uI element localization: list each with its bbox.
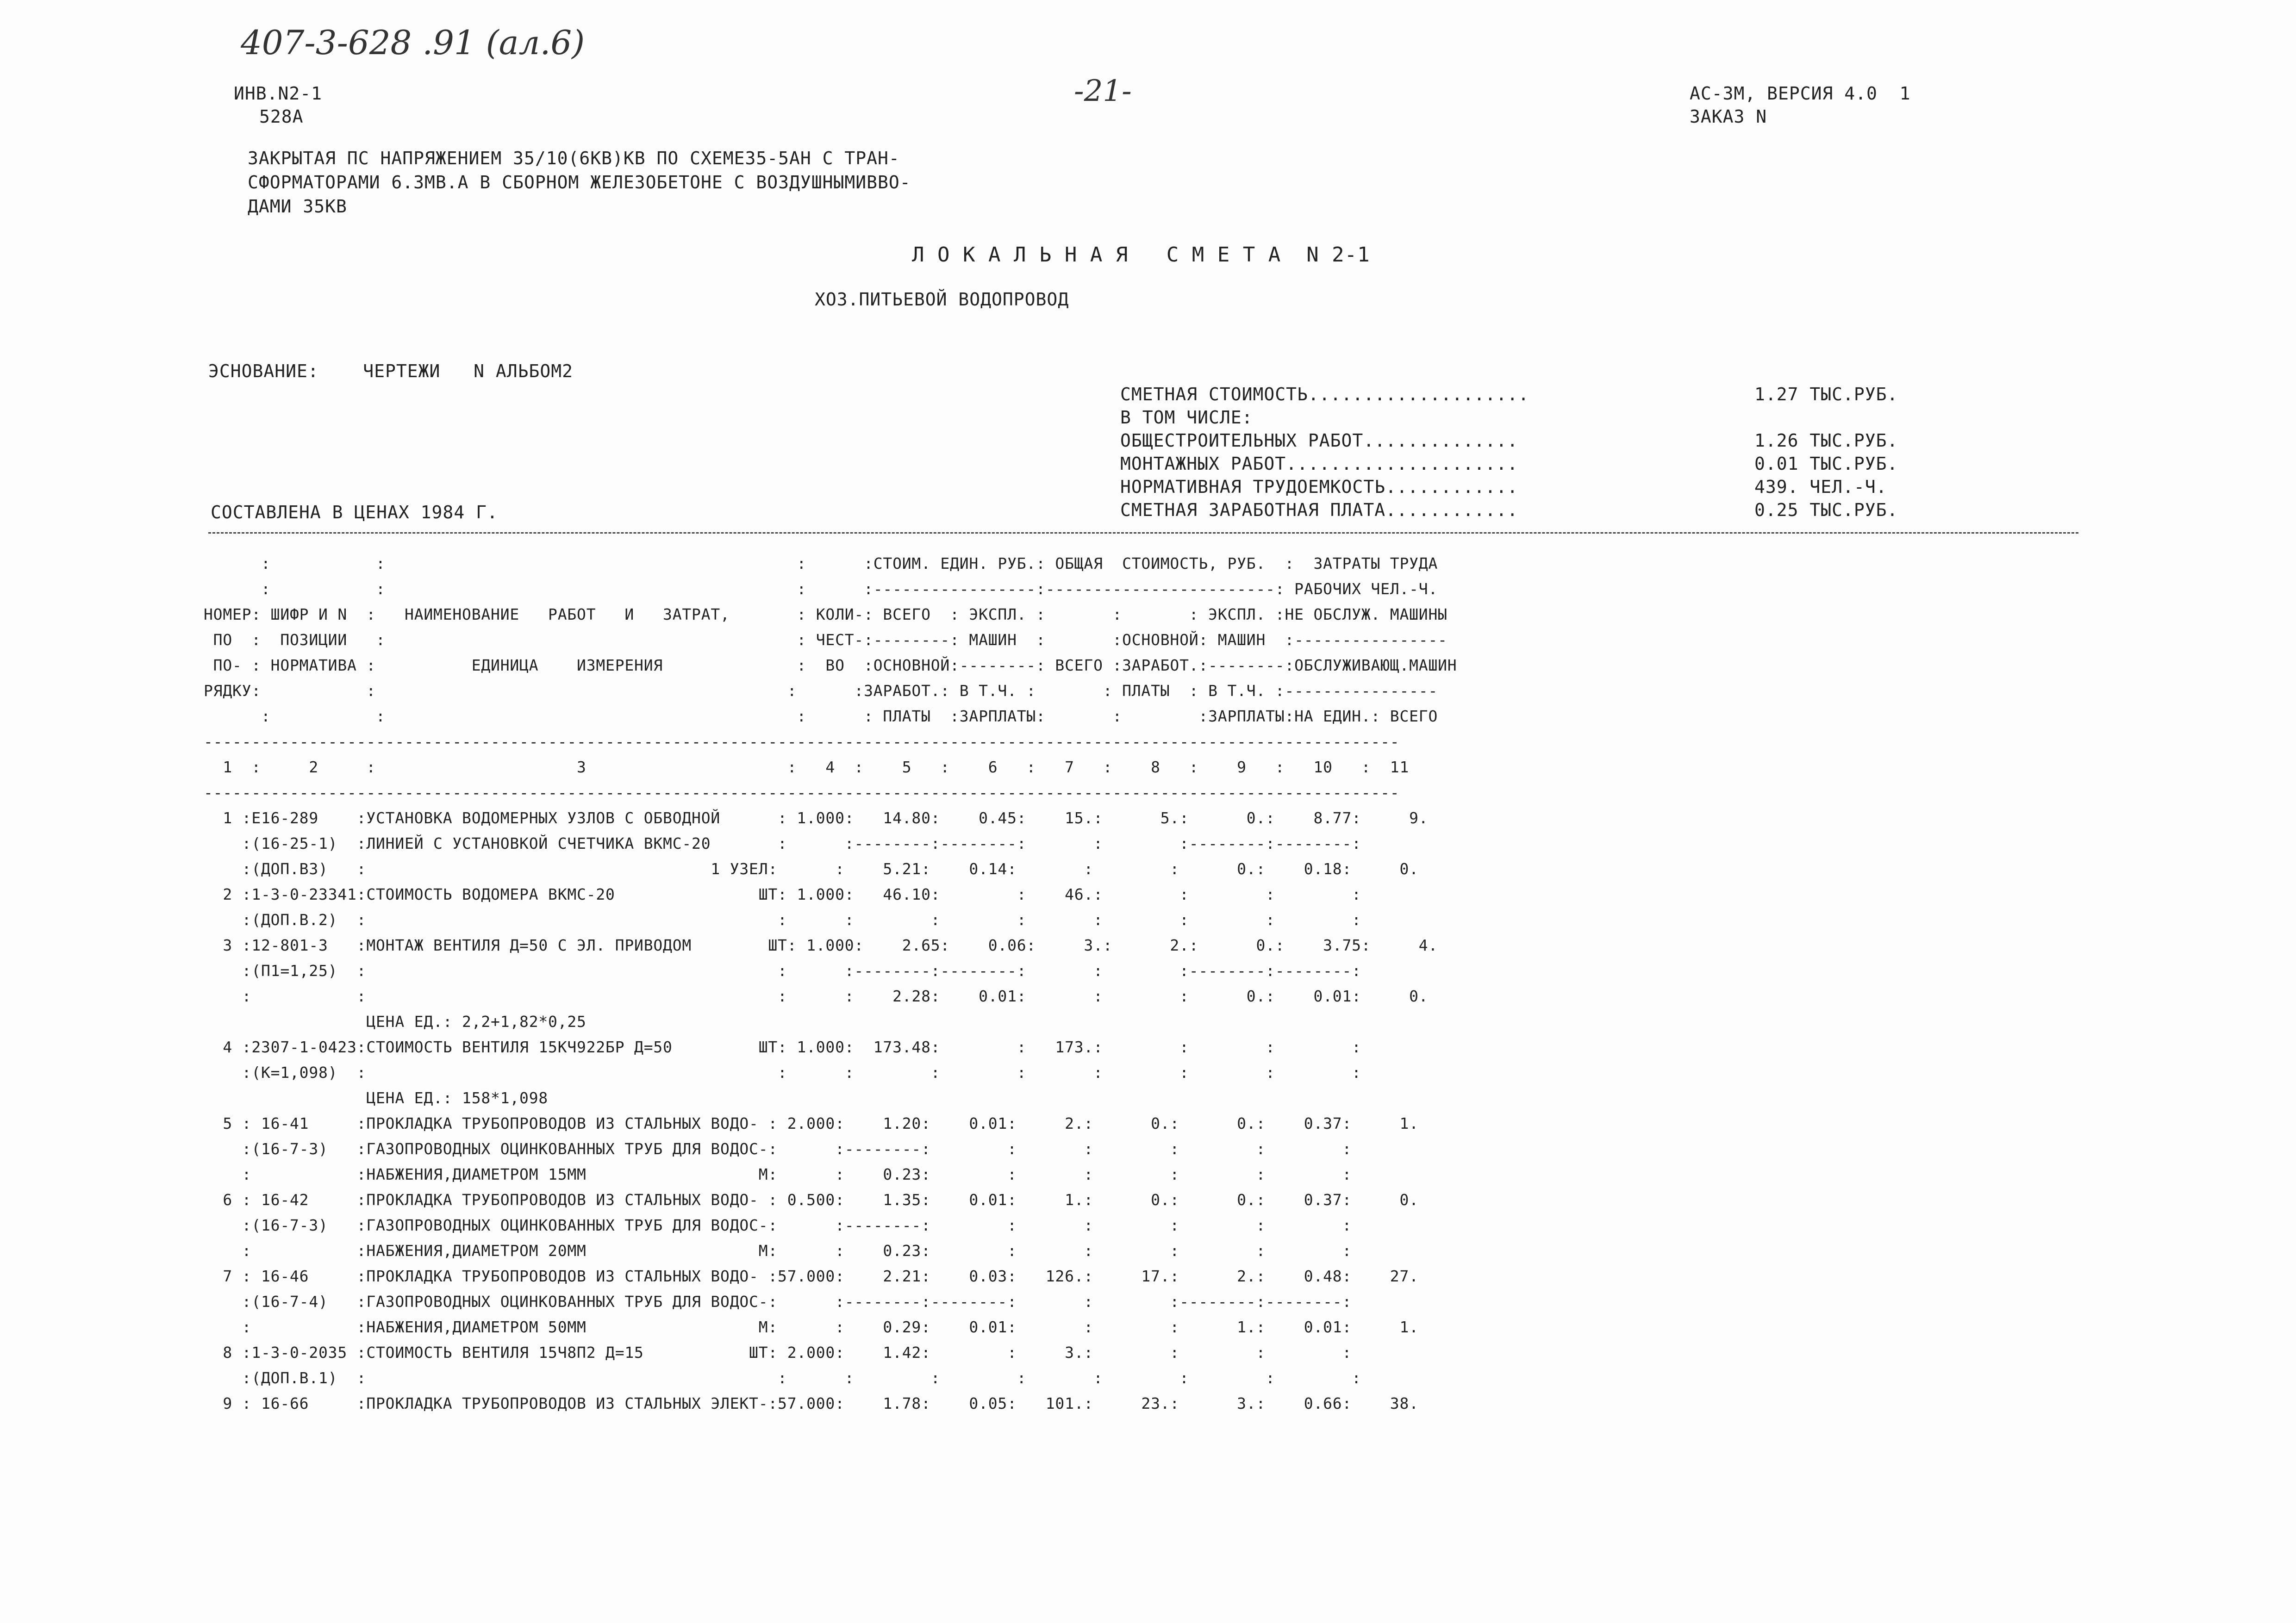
summary-value: 0.01 ТЫС.РУБ. (1754, 454, 1898, 474)
title-line-1: ЗАКРЫТАЯ ПС НАПРЯЖЕНИЕМ 35/10(6КВ)КВ ПО СХЕМЕ35-5АН С ТРАН- (248, 148, 900, 168)
inventory-number-2: 528А (259, 106, 304, 127)
table-line: ----------------------------------------------------------------------------------------------------------------------------- (204, 784, 1400, 802)
summary-label: В ТОМ ЧИСЛЕ: (1120, 407, 1253, 428)
table-line: : :НАБЖЕНИЯ,ДИАМЕТРОМ 50ММ М: : 0.29: 0.01: : : 1.: 0.01: 1. (204, 1318, 1419, 1336)
table-line: 5 : 16-41 :ПРОКЛАДКА ТРУБОПРОВОДОВ ИЗ СТАЛЬНЫХ ВОДО- : 2.000: 1.20: 0.01: 2.: 0.: 0.: 0.37: 1. (204, 1114, 1419, 1132)
summary-label: МОНТАЖНЫХ РАБОТ..................... (1120, 454, 1518, 474)
summary-value: 1.26 ТЫС.РУБ. (1754, 430, 1898, 451)
summary-label: ОБЩЕСТРОИТЕЛЬНЫХ РАБОТ.............. (1120, 430, 1518, 451)
summary-label: СМЕТНАЯ СТОИМОСТЬ.................... (1120, 384, 1529, 404)
table-line: 7 : 16-46 :ПРОКЛАДКА ТРУБОПРОВОДОВ ИЗ СТАЛЬНЫХ ВОДО- :57.000: 2.21: 0.03: 126.: 17.: 2.: 0.48: 27. (204, 1267, 1419, 1285)
table-line: 4 :2307-1-0423:СТОИМОСТЬ ВЕНТИЛЯ 15КЧ922БР Д=50 ШТ: 1.000: 173.48: : 173.: : : : (204, 1038, 1361, 1056)
table-line: 2 :1-3-0-23341:СТОИМОСТЬ ВОДОМЕРА ВКМС-20 ШТ: 1.000: 46.10: : 46.: : : : (204, 885, 1361, 903)
table-line: :(ДОП.В.1) : : : : : : : : : (204, 1369, 1361, 1387)
table-line: НОМЕР: ШИФР И N : НАИМЕНОВАНИЕ РАБОТ И ЗАТРАТ, : КОЛИ-: ВСЕГО : ЭКСПЛ. : : : ЭКСПЛ. :НЕ ОБСЛУЖ. МАШИНЫ (204, 605, 1447, 623)
basis-line: ЭСНОВАНИЕ: ЧЕРТЕЖИ N АЛЬБОМ2 (208, 361, 573, 381)
table-line: :(16-25-1) :ЛИНИЕЙ С УСТАНОВКОЙ СЧЕТЧИКА ВКМС-20 : :--------:--------: : :--------:--------: (204, 834, 1361, 852)
table-line: РЯДКУ: : : :ЗАРАБОТ.: В Т.Ч. : : ПЛАТЫ : В Т.Ч. :---------------- (204, 682, 1438, 700)
table-line: ПО : ПОЗИЦИИ : : ЧЕСТ-:--------: МАШИН : :ОСНОВНОЙ: МАШИН :---------------- (204, 631, 1447, 649)
table-line: :(16-7-3) :ГАЗОПРОВОДНЫХ ОЦИНКОВАННЫХ ТРУБ ДЛЯ ВОДОС-: :--------: : : : : : (204, 1216, 1352, 1234)
table-line: :(ДОП.В3) : 1 УЗЕЛ: : 5.21: 0.14: : : 0.: 0.18: 0. (204, 860, 1419, 878)
table-line: :(П1=1,25) : : :--------:--------: : :--------:--------: (204, 962, 1361, 980)
table-line: ЦЕНА ЕД.: 2,2+1,82*0,25 (204, 1013, 586, 1031)
summary-label: СМЕТНАЯ ЗАРАБОТНАЯ ПЛАТА............ (1120, 500, 1518, 520)
table-line: 1 :Е16-289 :УСТАНОВКА ВОДОМЕРНЫХ УЗЛОВ С ОБВОДНОЙ : 1.000: 14.80: 0.45: 15.: 5.: 0.: 8.77: 9. (204, 809, 1429, 827)
table-line: ----------------------------------------------------------------------------------------------------------------------------- (204, 733, 1400, 751)
table-line: 6 : 16-42 :ПРОКЛАДКА ТРУБОПРОВОДОВ ИЗ СТАЛЬНЫХ ВОДО- : 0.500: 1.35: 0.01: 1.: 0.: 0.: 0.37: 0. (204, 1191, 1419, 1209)
estimate-table (204, 551, 1457, 1416)
table-line: 1 : 2 : 3 : 4 : 5 : 6 : 7 : 8 : 9 : 10 : 11 (204, 758, 1410, 776)
table-line: ЦЕНА ЕД.: 158*1,098 (204, 1089, 549, 1107)
page-number: -21- (1074, 74, 1132, 108)
inventory-number: ИНВ.N2-1 (234, 83, 323, 104)
header-separator (208, 532, 2078, 534)
table-line: ПО- : НОРМАТИВА : ЕДИНИЦА ИЗМЕРЕНИЯ : ВО :ОСНОВНОЙ:--------: ВСЕГО :ЗАРАБОТ.:--------:ОБСЛУЖИВАЮЩ.МАШИН (204, 656, 1457, 674)
order-label: ЗАКАЗ N (1690, 106, 1767, 127)
handwritten-reference: 407-3-628 .91 (ал.6) (241, 23, 585, 62)
summary-value: 439. ЧЕЛ.-Ч. (1754, 477, 1887, 497)
estimate-title: Л О К А Л Ь Н А Я С М Е Т А N 2-1 (912, 243, 1370, 267)
table-line: : :НАБЖЕНИЯ,ДИАМЕТРОМ 20ММ М: : 0.23: : : : : : (204, 1242, 1352, 1260)
table-line: :(К=1,098) : : : : : : : : : (204, 1063, 1361, 1082)
table-line: : :НАБЖЕНИЯ,ДИАМЕТРОМ 15ММ М: : 0.23: : : : : : (204, 1165, 1352, 1183)
table-line: 3 :12-801-3 :МОНТАЖ ВЕНТИЛЯ Д=50 С ЭЛ. ПРИВОДОМ ШТ: 1.000: 2.65: 0.06: 3.: 2.: 0.: 3.75: 4. (204, 936, 1438, 954)
title-line-3: ДАМИ 35КВ (248, 196, 347, 217)
table-line: 8 :1-3-0-2035 :СТОИМОСТЬ ВЕНТИЛЯ 15Ч8П2 Д=15 ШТ: 2.000: 1.42: : 3.: : : : (204, 1343, 1352, 1362)
table-line: : : : : ПЛАТЫ :ЗАРПЛАТЫ: : :ЗАРПЛАТЫ:НА ЕДИН.: ВСЕГО (204, 707, 1438, 725)
estimate-subtitle: ХОЗ.ПИТЬЕВОЙ ВОДОПРОВОД (815, 289, 1069, 310)
summary-label: НОРМАТИВНАЯ ТРУДОЕМКОСТЬ............ (1120, 477, 1518, 497)
title-line-2: СФОРМАТОРАМИ 6.3МВ.А В СБОРНОМ ЖЕЛЕЗОБЕТОНЕ С ВОЗДУШНЫМИВВО- (248, 172, 911, 193)
table-line: :(ДОП.В.2) : : : : : : : : : (204, 911, 1361, 929)
summary-value: 1.27 ТЫС.РУБ. (1754, 384, 1898, 404)
version-label: АС-3М, ВЕРСИЯ 4.0 1 (1690, 83, 1911, 104)
table-line: : : : : 2.28: 0.01: : : 0.: 0.01: 0. (204, 987, 1429, 1005)
table-line: :(16-7-4) :ГАЗОПРОВОДНЫХ ОЦИНКОВАННЫХ ТРУБ ДЛЯ ВОДОС-: :--------:--------: : :--------:--------: (204, 1293, 1352, 1311)
prices-line: СОСТАВЛЕНА В ЦЕНАХ 1984 Г. (211, 502, 498, 522)
summary-value: 0.25 ТЫС.РУБ. (1754, 500, 1898, 520)
table-line: : : : :-----------------:------------------------: РАБОЧИХ ЧЕЛ.-Ч. (204, 580, 1438, 598)
table-line: 9 : 16-66 :ПРОКЛАДКА ТРУБОПРОВОДОВ ИЗ СТАЛЬНЫХ ЭЛЕКТ-:57.000: 1.78: 0.05: 101.: 23.: 3.: 0.66: 38. (204, 1394, 1419, 1412)
table-line: : : : :СТОИМ. ЕДИН. РУБ.: ОБЩАЯ СТОИМОСТЬ, РУБ. : ЗАТРАТЫ ТРУДА (204, 554, 1438, 572)
table-line: :(16-7-3) :ГАЗОПРОВОДНЫХ ОЦИНКОВАННЫХ ТРУБ ДЛЯ ВОДОС-: :--------: : : : : : (204, 1140, 1352, 1158)
